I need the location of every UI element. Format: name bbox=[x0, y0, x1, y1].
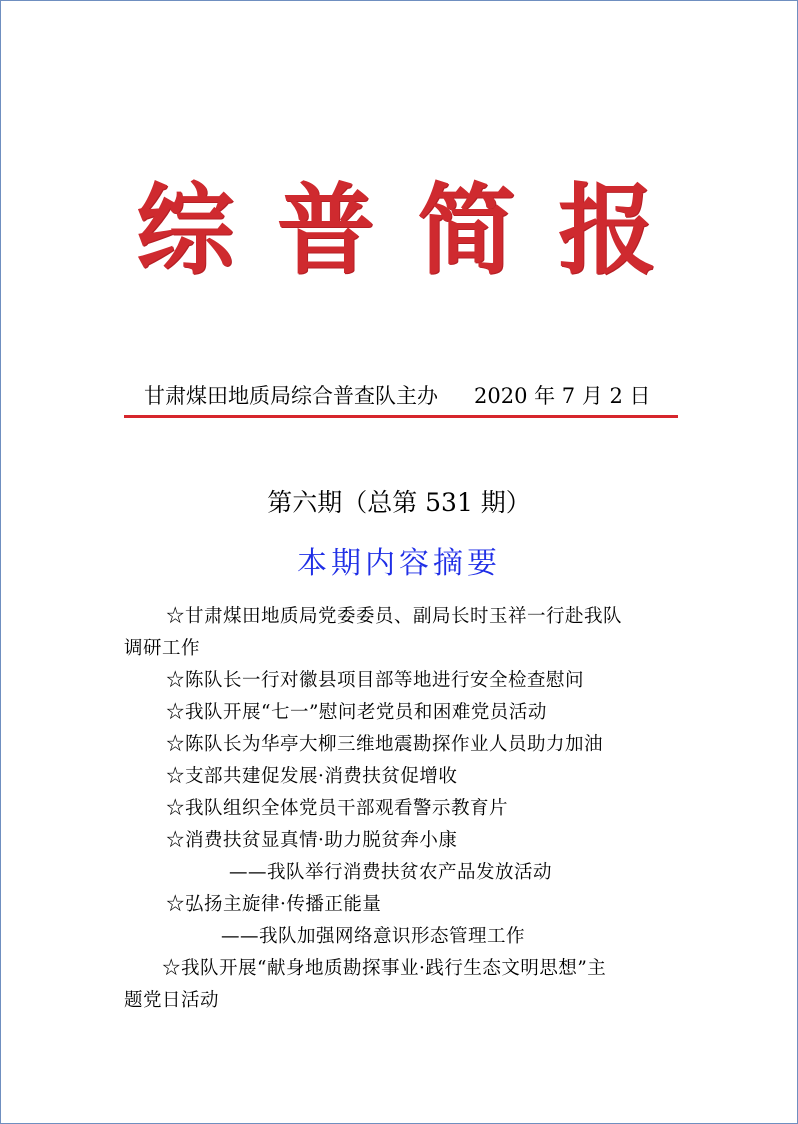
header-divider bbox=[124, 415, 678, 418]
issue-number: 第六期（总第 531 期） bbox=[267, 488, 531, 517]
summary-heading: 本期内容摘要 bbox=[297, 546, 501, 581]
toc-item: ☆我队组织全体党员干部观看警示教育片 bbox=[166, 798, 509, 819]
masthead-title bbox=[136, 171, 656, 291]
toc-item: ☆我队开展“七一”慰问老党员和困难党员活动 bbox=[166, 702, 547, 723]
masthead-char: 综 bbox=[136, 173, 235, 288]
toc-item-subtitle: ——我队举行消费扶贫农产品发放活动 bbox=[229, 862, 553, 883]
masthead-char: 报 bbox=[557, 173, 656, 288]
toc-item: ☆甘肃煤田地质局党委委员、副局长时玉祥一行赴我队 bbox=[166, 606, 623, 627]
toc-item: ☆消费扶贫显真情·助力脱贫奔小康 bbox=[166, 830, 458, 851]
toc-item: ☆陈队长一行对徽县项目部等地进行安全检查慰问 bbox=[166, 670, 585, 691]
masthead-char: 普 bbox=[276, 173, 375, 288]
toc-item: ☆支部共建促发展·消费扶贫促增收 bbox=[166, 766, 458, 787]
table-of-contents bbox=[124, 601, 684, 1017]
toc-item: ☆我队开展“献身地质勘探事业·践行生态文明思想”主 bbox=[162, 958, 607, 979]
toc-item-continuation: 调研工作 bbox=[124, 638, 201, 659]
masthead-char: 简 bbox=[417, 173, 516, 288]
sponsor-line bbox=[144, 380, 684, 410]
toc-item: ☆陈队长为华亭大柳三维地震勘探作业人员助力加油 bbox=[166, 734, 604, 755]
toc-item-subtitle: ——我队加强网络意识形态管理工作 bbox=[221, 926, 526, 947]
toc-item-continuation: 题党日活动 bbox=[124, 990, 220, 1011]
sponsor-text: 甘肃煤田地质局综合普查队主办 bbox=[144, 384, 438, 408]
toc-item: ☆弘扬主旋律·传播正能量 bbox=[166, 894, 382, 915]
issue-date: 2020 年 7 月 2 日 bbox=[474, 384, 651, 408]
